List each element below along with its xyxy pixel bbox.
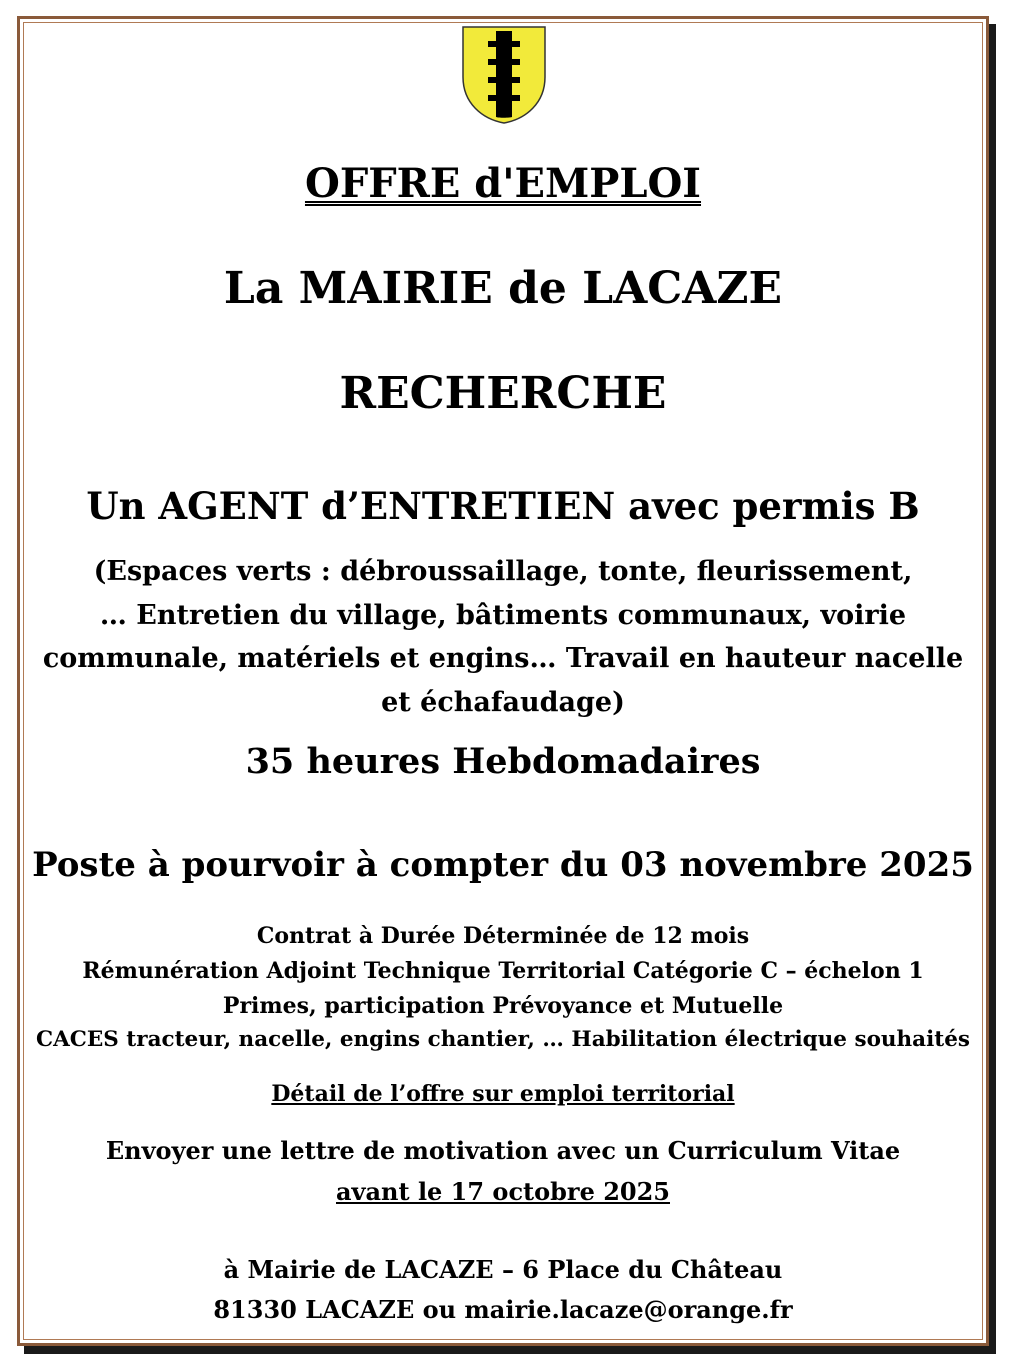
start-date: Poste à pourvoir à compter du 03 novembre 2025 (32, 845, 974, 885)
address-line-2: 81330 LACAZE ou mairie.lacaze@orange.fr (213, 1295, 793, 1324)
coat-of-arms-icon (460, 25, 548, 125)
benefits: Primes, participation Prévoyance et Mutuelle (222, 993, 784, 1019)
title-position: Un AGENT d’ENTRETIEN avec permis B (86, 484, 920, 528)
title-town-hall: La MAIRIE de LACAZE (223, 263, 783, 314)
document-frame (17, 16, 989, 1346)
description-line-2: … Entretien du village, bâtiments communaux, voirie (99, 600, 907, 631)
salary-grade: Rémunération Adjoint Technique Territorial Catégorie C – échelon 1 (82, 958, 924, 984)
title-seeking: RECHERCHE (339, 368, 667, 419)
weekly-hours: 35 heures Hebdomadaires (245, 741, 761, 782)
application-instructions: Envoyer une lettre de motivation avec un Curriculum Vitae (105, 1136, 901, 1165)
application-deadline: avant le 17 octobre 2025 (336, 1177, 670, 1206)
description-line-4: et échafaudage) (381, 687, 625, 718)
offer-detail-link[interactable]: Détail de l’offre sur emploi territorial (271, 1081, 735, 1107)
title-job-offer: OFFRE d'EMPLOI (304, 160, 702, 207)
certifications-desired: CACES tracteur, nacelle, engins chantier, … Habilitation électrique souhaités (36, 1027, 970, 1052)
job-offer-document (20, 19, 986, 1343)
description-line-1: (Espaces verts : débroussaillage, tonte, fleurissement, (93, 556, 913, 587)
description-line-3: communale, matériels et engins… Travail en hauteur nacelle (42, 643, 964, 674)
address-line-1: à Mairie de LACAZE – 6 Place du Château (223, 1255, 783, 1284)
contract-type: Contrat à Durée Déterminée de 12 mois (256, 923, 750, 949)
